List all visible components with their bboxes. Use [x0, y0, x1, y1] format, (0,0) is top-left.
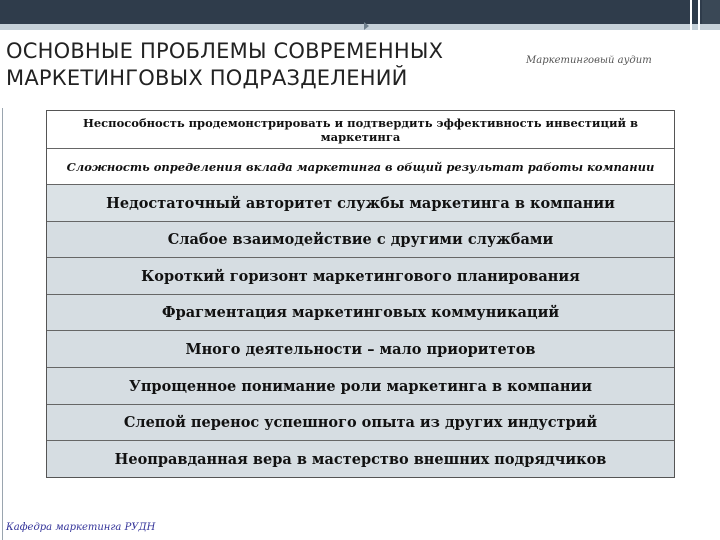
- top-decorative-bar: [0, 0, 720, 24]
- problem-row: [47, 331, 674, 368]
- problem-text: Неоправданная вера в мастерство внешних подрядчиков: [114, 450, 607, 468]
- problem-row: [47, 258, 674, 295]
- problems-table: [46, 110, 675, 478]
- problem-row: [47, 368, 674, 405]
- problem-row: [47, 111, 674, 149]
- course-label: Маркетинговый аудит: [526, 55, 652, 66]
- problem-row: [47, 295, 674, 331]
- left-divider-line: [2, 108, 3, 540]
- problem-text: Короткий горизонт маркетингового планирования: [141, 267, 580, 285]
- problem-text: Неспособность продемонстрировать и подтвердить эффективность инвестиций в маркетинга: [83, 115, 638, 144]
- problem-row: [47, 222, 674, 258]
- problem-row: [47, 185, 674, 222]
- problem-row: [47, 441, 674, 477]
- slide-title: [6, 38, 476, 92]
- footer-department: Кафедра маркетинга РУДН: [6, 522, 156, 533]
- problem-row: [47, 149, 674, 185]
- slide-title-line1: ОСНОВНЫЕ ПРОБЛЕМЫ СОВРЕМЕННЫХ: [6, 39, 444, 63]
- problem-text: Фрагментация маркетинговых коммуникаций: [161, 304, 560, 321]
- problem-text: Слабое взаимодействие с другими службами: [167, 231, 554, 248]
- problem-row: [47, 405, 674, 441]
- triangle-arrow-icon: [364, 22, 369, 30]
- problem-text: Много деятельности – мало приоритетов: [185, 340, 536, 358]
- top-decorative-stripe: [0, 24, 720, 30]
- slide-title-line2: МАРКЕТИНГОВЫХ ПОДРАЗДЕЛЕНИЙ: [6, 66, 408, 90]
- top-bar-divider: [690, 0, 692, 30]
- top-bar-corner-block: [702, 0, 720, 24]
- problem-text: Сложность определения вклада маркетинга в общий результат работы компании: [66, 159, 655, 174]
- problem-text: Слепой перенос успешного опыта из других индустрий: [123, 414, 598, 431]
- top-bar-divider: [698, 0, 700, 30]
- problem-text: Недостаточный авторитет службы маркетинга в компании: [106, 194, 615, 212]
- problem-text: Упрощенное понимание роли маркетинга в компании: [129, 377, 592, 395]
